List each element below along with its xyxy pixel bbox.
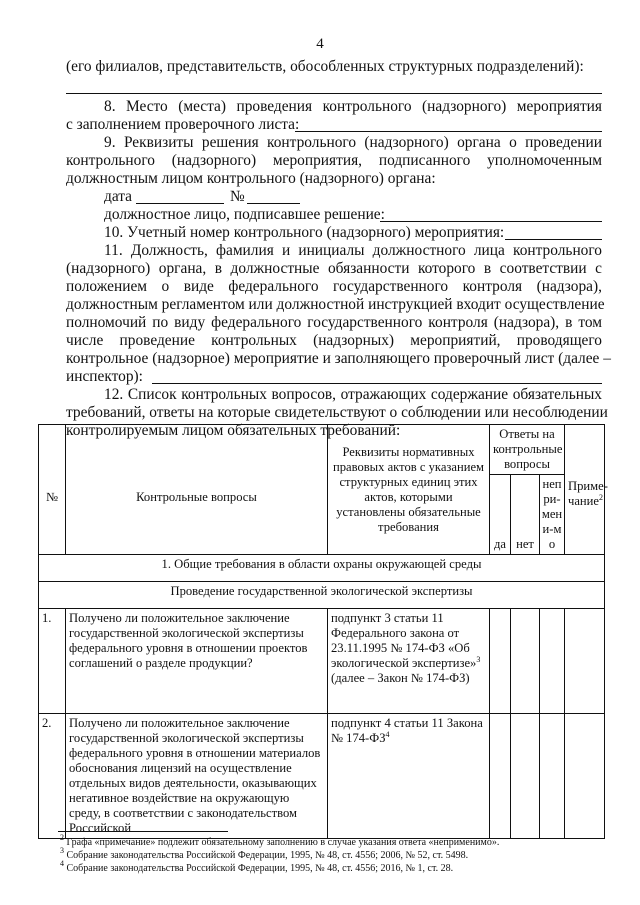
fill-line: [295, 131, 602, 132]
checklist-table: [38, 424, 608, 839]
requisites-text: подпункт 4 статьи 11 Закона № 174-ФЗ: [331, 716, 483, 745]
header-note-text: Приме-чание: [568, 478, 608, 508]
text-line: 10. Учетный номер контрольного (надзорного) мероприятия:: [104, 224, 505, 241]
page-number: 4: [316, 36, 324, 52]
answer-yes-cell[interactable]: [490, 609, 511, 714]
fill-line: [152, 383, 602, 384]
header-note: [565, 425, 608, 555]
footnote-mark: 3: [60, 846, 64, 855]
text-line: требований, ответы на которые свидетельствуют о соблюдении или несоблюдении: [66, 404, 608, 421]
footnote-mark: 3: [476, 655, 481, 664]
date-label: дата: [104, 188, 133, 205]
footnote-mark: 4: [60, 859, 64, 868]
answer-no-cell[interactable]: [511, 609, 540, 714]
text-line: числе проведение контрольных (надзорных) мероприятий, проводящего: [66, 332, 602, 349]
answer-na-cell[interactable]: [540, 609, 565, 714]
answer-yes-cell[interactable]: [490, 714, 511, 839]
header-yes: да: [490, 475, 511, 555]
text-line: (его филиалов, представительств, обособленных структурных подразделений):: [66, 58, 584, 75]
date-field: [136, 203, 224, 204]
note-cell[interactable]: [565, 714, 605, 839]
footnote-text: Графа «примечание» подлежит обязательному заполнению в случае указания ответа «неприменимо».: [66, 837, 500, 848]
text-line: (надзорного) органа, в должностные обязанности которого в соответствии с: [66, 260, 602, 277]
text-line: 9. Реквизиты решения контрольного (надзорного) органа о проведении: [104, 134, 602, 151]
footnote-text: Собрание законодательства Российской Федерации, 1995, № 48, ст. 4556; 2016, № 1, ст. 28.: [66, 863, 454, 874]
text-line: должностное лицо, подписавшее решение:: [104, 206, 385, 223]
text-line: 8. Место (места) проведения контрольного (надзорного) мероприятия: [104, 98, 602, 115]
footnote-separator: [58, 831, 228, 832]
footnote: [60, 833, 500, 849]
text-line: контролируемым лицом обязательных требований:: [66, 422, 404, 440]
footnote-text: Собрание законодательства Российской Федерации, 1995, № 48, ст. 4556; 2006, № 52, ст. 5498.: [66, 850, 469, 861]
text-line: с заполнением проверочного листа:: [66, 116, 300, 133]
answer-na-cell[interactable]: [540, 714, 565, 839]
text-line: 11. Должность, фамилия и инициалы должностного лица контрольного: [104, 242, 602, 259]
table-row: [39, 714, 605, 839]
text-line: должностным лицом контрольного (надзорного) органа:: [66, 170, 436, 187]
footnote-mark: 2: [60, 833, 64, 842]
text-line: контрольного (надзорного) мероприятия, подписанного уполномоченным: [66, 152, 602, 169]
header-not-applicable: непри-мени-мо: [540, 475, 565, 555]
subsection-heading: Проведение государственной экологической экспертизы: [39, 582, 605, 609]
number-field: [247, 203, 300, 204]
row-requisites: [328, 714, 490, 839]
note-cell[interactable]: [565, 609, 605, 714]
row-number: 2.: [39, 714, 66, 839]
header-questions: Контрольные вопросы: [66, 425, 328, 555]
footnotes: [60, 833, 500, 875]
number-label: №: [230, 188, 245, 205]
row-question: Получено ли положительное заключение государственной экологической экспертизы федерального уровня в отношении материалов обоснования лицензий на осуществление отдельных видов деятельности, оказывающих негативное воздействие на окружающую среду, в соответствии с законодательством Российской: [66, 714, 328, 839]
text-line: должностным регламентом или должностной инструкцией входит осуществление: [66, 296, 605, 313]
row-requisites: [328, 609, 490, 714]
header-number: №: [39, 425, 66, 555]
requisites-text: (далее – Закон № 174-ФЗ): [331, 671, 470, 685]
fill-line: [380, 221, 602, 222]
fill-line: [66, 93, 602, 94]
header-requisites: Реквизиты нормативных правовых актов с указанием структурных единиц этих актов, которыми установлены обязательные требования: [328, 425, 490, 555]
text-line: положением о виде федерального государственного контроля (надзора),: [66, 278, 602, 295]
footnote: [60, 859, 499, 875]
header-answers: Ответы на контрольные вопросы: [490, 425, 565, 475]
text-line: полномочий по виду федерального государственного контроля (надзора), в том: [66, 314, 602, 331]
text-line: 12. Список контрольных вопросов, отражающих содержание обязательных: [104, 386, 602, 403]
answer-no-cell[interactable]: [511, 714, 540, 839]
row-question: Получено ли положительное заключение государственной экологической экспертизы федерального уровня в отношении проектов соглашений о разделе продукции?: [66, 609, 328, 714]
requisites-text: подпункт 3 статьи 11 Федерального закона от 23.11.1995 № 174-ФЗ «Об экологической экспертизе»: [331, 611, 477, 670]
section-heading: 1. Общие требования в области охраны окружающей среды: [39, 555, 605, 582]
row-number: 1.: [39, 609, 66, 714]
header-no: нет: [511, 475, 540, 555]
text-line: инспектор):: [66, 368, 143, 385]
footnote-mark: 4: [385, 730, 390, 739]
footnote-mark: 2: [599, 492, 603, 502]
table-row: [39, 609, 605, 714]
footnote: [60, 846, 499, 862]
fill-line: [505, 239, 602, 240]
text-line: контрольное (надзорное) мероприятие и заполняющего проверочный лист (далее –: [66, 350, 611, 367]
